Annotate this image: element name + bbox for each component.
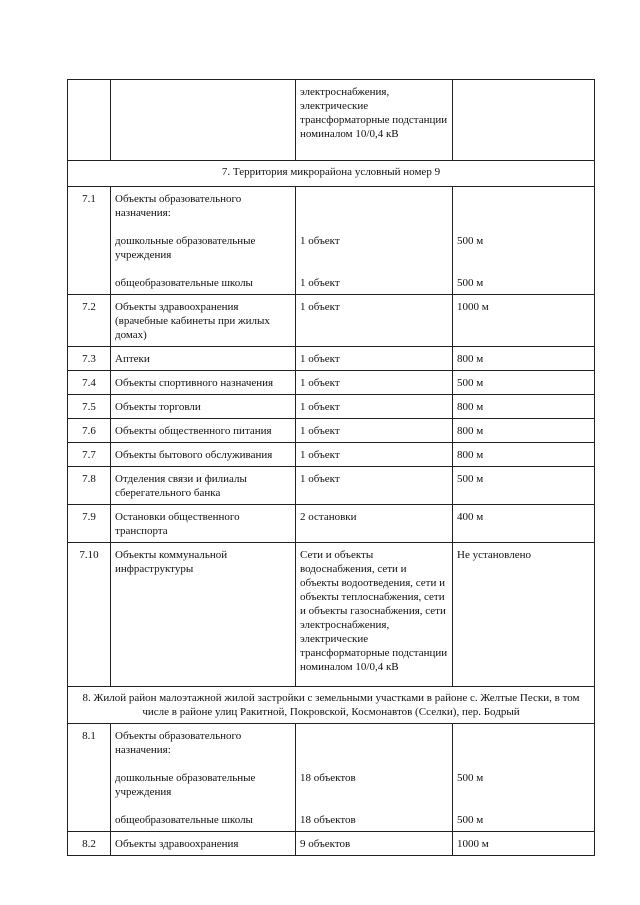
sub-object-distance: 500 м (457, 814, 484, 826)
object-spec: Сети и объекты водоснабжения, сети и объекты водоотведения, сети и объекты теплоснабжения, сети и объекты газоснабжения, сети электроснабжения, электрические трансформаторные подстанции номиналом 10/0,4 кВ (296, 543, 453, 687)
sub-object-name: дошкольные образовательные учреждения (115, 772, 256, 798)
object-name: Объекты торговли (111, 395, 296, 419)
sub-object-spec: 18 объектов (300, 814, 356, 826)
object-name-cell (111, 187, 296, 295)
distance-value: 800 м (453, 395, 595, 419)
section-7-title: 7. Территория микрорайона условный номер 9 (68, 161, 595, 187)
object-name: Объекты здравоохранения (врачебные кабинеты при жилых домах) (111, 295, 296, 347)
distance-value: 800 м (453, 419, 595, 443)
distance-cell (453, 724, 595, 832)
table-row (68, 467, 595, 505)
object-name: Объекты коммунальной инфраструктуры (111, 543, 296, 687)
requirements-table (67, 79, 595, 856)
sub-object-name: общеобразовательные школы (115, 277, 253, 289)
object-name: Объекты образовательного назначения: (115, 193, 242, 219)
distance-value: 400 м (453, 505, 595, 543)
distance-value: 800 м (453, 443, 595, 467)
table-row (68, 187, 595, 295)
table-row (68, 419, 595, 443)
object-spec-cell (296, 187, 453, 295)
distance-value: Не установлено (453, 543, 595, 687)
object-spec: 2 остановки (296, 505, 453, 543)
object-name-cell (111, 724, 296, 832)
object-spec: 9 объектов (296, 832, 453, 856)
row-number: 7.6 (68, 419, 111, 443)
row-number: 7.5 (68, 395, 111, 419)
table-row (68, 80, 595, 161)
row-number: 8.2 (68, 832, 111, 856)
sub-object-distance: 500 м (457, 277, 484, 289)
object-spec: 1 объект (296, 467, 453, 505)
sub-object-spec: 1 объект (300, 235, 340, 247)
object-name: Отделения связи и филиалы сберегательного банка (111, 467, 296, 505)
section-header-row (68, 687, 595, 724)
object-name: Объекты образовательного назначения: (115, 730, 242, 756)
row-number: 7.2 (68, 295, 111, 347)
object-name: Остановки общественного транспорта (111, 505, 296, 543)
object-name: Аптеки (111, 347, 296, 371)
object-name-cell (111, 80, 296, 161)
object-spec: 1 объект (296, 419, 453, 443)
sub-object-distance: 500 м (457, 235, 484, 247)
sub-object-spec: 1 объект (300, 277, 340, 289)
object-name: Объекты спортивного назначения (111, 371, 296, 395)
object-name: Объекты общественного питания (111, 419, 296, 443)
section-header-row (68, 161, 595, 187)
row-number: 7.8 (68, 467, 111, 505)
table-row (68, 724, 595, 832)
distance-value: 1000 м (453, 832, 595, 856)
row-number: 7.10 (68, 543, 111, 687)
sub-object-spec: 18 объектов (300, 772, 356, 784)
object-spec-cell (296, 724, 453, 832)
distance-value: 500 м (453, 371, 595, 395)
table-row (68, 443, 595, 467)
object-spec: 1 объект (296, 443, 453, 467)
section-8-title: 8. Жилой район малоэтажной жилой застройки с земельными участками в районе с. Желтые Пески, в том числе в районе улиц Ракитной, Покровской, Космонавтов (Сселки), пер. Бодрый (68, 687, 595, 724)
object-spec: 1 объект (296, 371, 453, 395)
distance-value: 1000 м (453, 295, 595, 347)
sub-object-name: дошкольные образовательные учреждения (115, 235, 256, 261)
distance-cell (453, 187, 595, 295)
table-row (68, 832, 595, 856)
distance-value: 800 м (453, 347, 595, 371)
row-number: 7.7 (68, 443, 111, 467)
table-row (68, 505, 595, 543)
row-number: 7.4 (68, 371, 111, 395)
table-row (68, 347, 595, 371)
table-row (68, 295, 595, 347)
object-name: Объекты бытового обслуживания (111, 443, 296, 467)
sub-object-name: общеобразовательные школы (115, 814, 253, 826)
row-number-cell (68, 80, 111, 161)
table-row (68, 543, 595, 687)
row-number: 8.1 (68, 724, 111, 832)
table-row (68, 371, 595, 395)
object-spec: 1 объект (296, 347, 453, 371)
table-row (68, 395, 595, 419)
row-number: 7.3 (68, 347, 111, 371)
object-name: Объекты здравоохранения (111, 832, 296, 856)
sub-object-distance: 500 м (457, 772, 484, 784)
row-number: 7.9 (68, 505, 111, 543)
row-number: 7.1 (68, 187, 111, 295)
distance-value: 500 м (453, 467, 595, 505)
distance-cell (453, 80, 595, 161)
object-spec: 1 объект (296, 395, 453, 419)
object-spec: 1 объект (296, 295, 453, 347)
object-spec-cell: электроснабжения, электрические трансформаторные подстанции номиналом 10/0,4 кВ (296, 80, 453, 161)
